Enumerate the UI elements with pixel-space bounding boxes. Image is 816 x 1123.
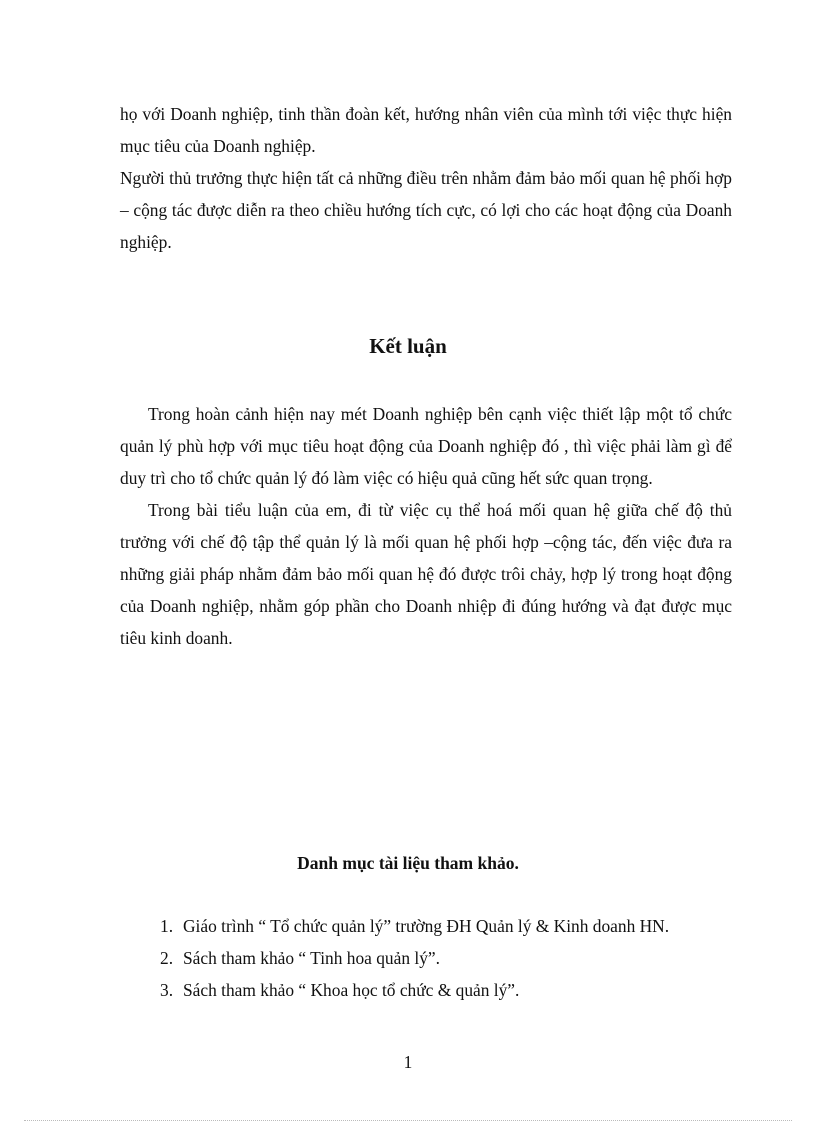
references-list	[160, 910, 669, 1006]
reference-number: 2.	[160, 948, 174, 968]
intro-section	[120, 98, 732, 258]
references-heading: Danh mục tài liệu tham khảo.	[297, 853, 519, 873]
reference-number: 3.	[160, 980, 174, 1000]
reference-item	[160, 942, 669, 974]
page-number: 1	[403, 1052, 413, 1072]
reference-number: 1.	[160, 916, 174, 936]
footer-divider	[24, 1120, 792, 1121]
intro-paragraph-1: họ với Doanh nghiệp, tinh thần đoàn kết, hướng nhân viên của mình tới việc thực hiện mục tiêu của Doanh nghiệp.	[120, 104, 732, 156]
conclusion-section	[120, 398, 732, 654]
conclusion-heading: Kết luận	[369, 334, 447, 358]
reference-text: Sách tham khảo “ Khoa học tổ chức & quản lý”.	[183, 980, 520, 1000]
reference-text: Sách tham khảo “ Tinh hoa quản lý”.	[183, 948, 440, 968]
conclusion-paragraph-1: Trong hoàn cảnh hiện nay mét Doanh nghiệp bên cạnh việc thiết lập một tổ chức quản lý phù hợp với mục tiêu hoạt động của Doanh nghiệp đó , thì việc phải làm gì để duy trì cho tổ chức quản lý đó làm việc có hiệu quả cũng hết sức quan trọng.	[120, 404, 732, 488]
conclusion-paragraph-2: Trong bài tiểu luận của em, đi từ việc cụ thể hoá mối quan hệ giữa chế độ thủ trưởng với chế độ tập thể quản lý là mối quan hệ phối hợp –cộng tác, đến việc đưa ra những giải pháp nhằm đảm bảo mối quan hệ đó được trôi chảy, hợp lý trong hoạt động của Doanh nghiệp, nhằm góp phần cho Doanh nhiệp đi đúng hướng và đạt được mục tiêu kinh doanh.	[120, 500, 732, 648]
reference-item	[160, 910, 669, 942]
reference-text: Giáo trình “ Tổ chức quản lý” trường ĐH Quản lý & Kinh doanh HN.	[183, 916, 670, 936]
intro-paragraph-2: Người thủ trưởng thực hiện tất cả những điều trên nhằm đảm bảo mối quan hệ phối hợp – cộng tác được diễn ra theo chiều hướng tích cực, có lợi cho các hoạt động của Doanh nghiệp.	[120, 168, 732, 252]
reference-item	[160, 974, 669, 1006]
